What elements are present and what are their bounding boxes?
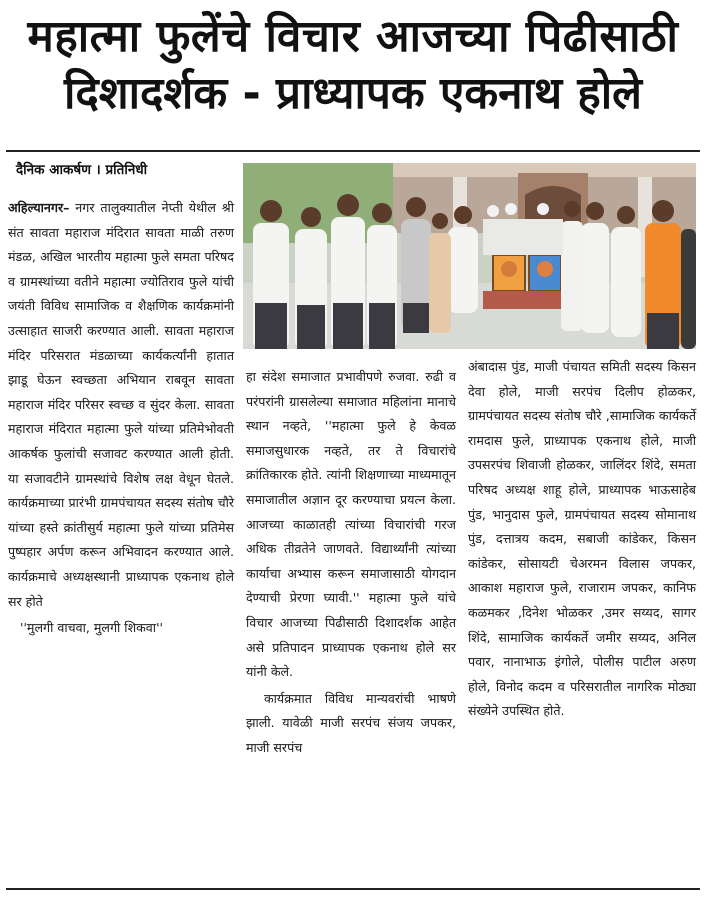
article-column-3 (468, 355, 696, 724)
dateline: अहिल्यानगर– (8, 200, 70, 215)
bottom-divider (6, 888, 700, 890)
headline-line-2: दिशादर्शक - प्राध्यापक एकनाथ होले (63, 68, 642, 119)
article-column-2 (246, 365, 456, 761)
event-photo-illustration (243, 163, 696, 349)
column-1-body: नगर तालुक्यातील नेप्ती येथील श्री संत सावता महाराज मंदिरात सावता माळी तरुण मंडळ, अखिल भारतीय महात्मा फुले समता परिषद व ग्रामस्थांच्या वतीने महात्मा ज्योतिराव फुले यांची जयंती विविध सामाजिक व शैक्षणिक कार्यक्रमांनी उत्साहात साजरी करण्यात आली. सावता महाराज मंदिर परिसरात मंडळाच्या कार्यकर्त्यांनी हातात झाडू घेऊन स्वच्छता अभियान राबवून सावता महाराज मंदिर परिसर स्वच्छ व सुंदर केला. सावता महाराज मंदिरात महात्मा फुले यांच्या प्रतिमेभोवती आकर्षक फुलांची सजावट करण्यात आली होती. या सजावटीने ग्रामस्थांचे विशेष लक्ष वेधून घेतले. कार्यक्रमाच्या प्रारंभी ग्रामपंचायत सदस्य संतोष चौरे यांच्या हस्ते क्रांतीसुर्य महात्मा फुले यांच्या प्रतिमेस पुष्पहार अर्पण करून अभिवादन करण्यात आले. कार्यक्रमाचे अध्यक्षस्थानी प्राध्यापक एकनाथ होले सर होते (8, 200, 234, 609)
column-2-body-continued: कार्यक्रमात विविध मान्यवरांची भाषणे झाली. यावेळी माजी सरपंच संजय जपकर, माजी सरपंच (246, 690, 456, 755)
column-3-body: अंबादास पुंड, माजी पंचायत समिती सदस्य किसन देवा होले, माजी सरपंच दिलीप होळकर, ग्रामपंचायत सदस्य संतोष चौरे ,सामाजिक कार्यकर्ते रामदास फुले, प्राध्यापक एकनाथ होले, माजी उपसरपंच शिवाजी होळकर, जालिंदर शिंदे, समता परिषद अध्यक्ष शाहू होले, प्राध्यापक भाऊसाहेब पुंड, भानुदास फुले, ग्रामपंचायत सदस्य सोमानाथ पुंड, दत्तात्रय कदम, सबाजी कांडेकर, किसन कांडेकर, सोसायटी चेअरमन विलास जपकर, आकाश महाराज फुले, राजाराम जपकर, कानिफ कळमकर ,दिनेश भोळकर ,उमर सय्यद, सागर शिंदे, सामाजिक कार्यकर्ते जमीर सय्यद, अनिल पवार, नानाभाऊ इंगोले, पोलीस पाटील अरुण होले, विनोद कदम व परिसरातील नागरिक मोठ्या संख्येने उपस्थित होते. (468, 359, 696, 719)
column-2-body: हा संदेश समाजात प्रभावीपणे रुजवा. रुढी व परंपरांनी ग्रासलेल्या समाजात महिलांना मानाचे स्थान नव्हते, ''महात्मा फुले हे केवळ समाजसुधारक नव्हते, तर ते विचारांचे क्रांतिकारक होते. त्यांनी शिक्षणाच्या माध्यमातून समाजातील अज्ञान दूर करण्याचा प्रयत्न केला. आजच्या काळातही त्यांच्या विचारांची गरज अधिक तीव्रतेने जाणवते. विद्यार्थ्यांनी त्यांच्या कार्याचा अभ्यास करून समाजासाठी योगदान देण्याची प्रेरणा घ्यावी.'' महात्मा फुले यांचे विचार आजच्या पिढीसाठी दिशादर्शक आहेत असे प्रतिपादन प्राध्यापक एकनाथ होले सर यांनी केले. (246, 369, 456, 680)
slogan-quote: ''मुलगी वाचवा, मुलगी शिकवा'' (20, 620, 163, 636)
headline-line-1: महात्मा फुलेंचे विचार आजच्या पिढीसाठी (27, 11, 679, 62)
article-column-1 (8, 196, 234, 641)
byline: दैनिक आकर्षण । प्रतिनिधी (16, 162, 148, 178)
headline (0, 8, 706, 122)
event-photo (243, 163, 696, 349)
top-divider (6, 150, 700, 152)
